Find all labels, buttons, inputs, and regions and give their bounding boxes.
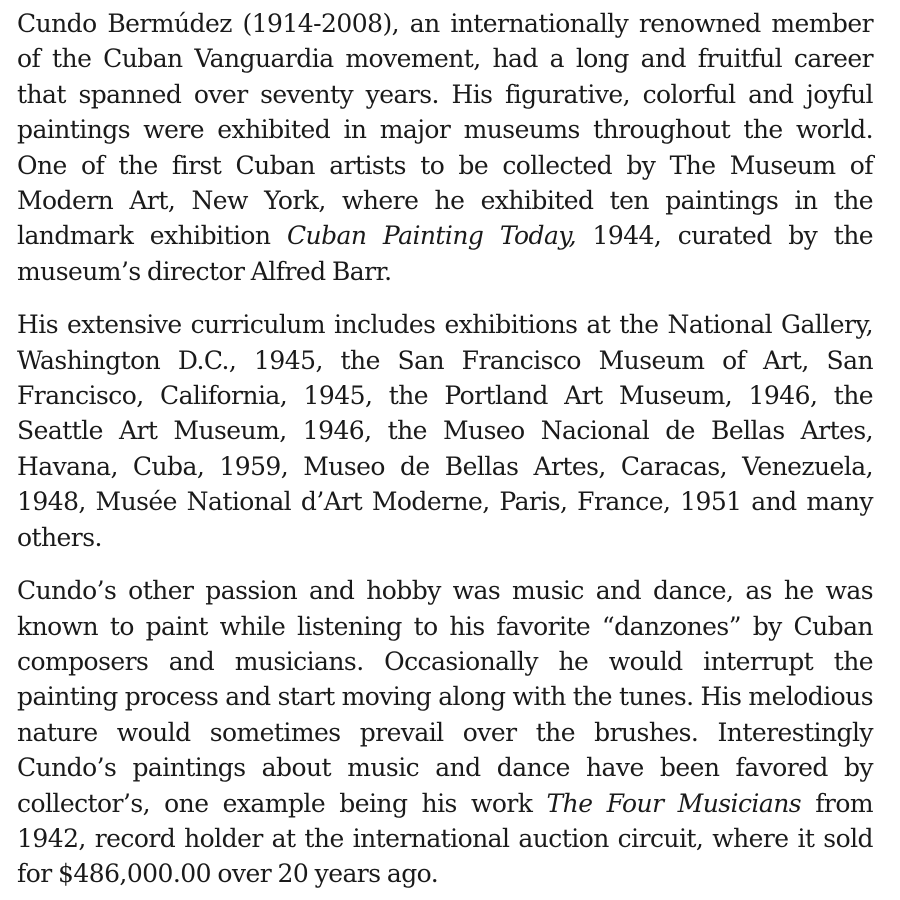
- paragraph-music: [17, 573, 873, 892]
- exhibition-title: Cuban Painting Today,: [286, 221, 577, 251]
- paragraph-curriculum-text: His extensive curriculum includes exhibitions at the National Gallery, Washington D.C., 1945, the San Francisco Museum of Art, San Francisco, California, 1945, the Portland Art Museum, 1946, the Seattle Art Museum, 1946, the Museo Nacional de Bellas Artes, Havana, Cuba, 1959, Museo de Bellas Artes, Caracas, Venezuela, 1948, Musée National d’Art Moderne, Paris, France, 1951 and many others.: [17, 310, 873, 552]
- paragraph-curriculum: [17, 307, 873, 555]
- paragraph-music-text-start: Cundo’s other passion and hobby was music and dance, as he was known to paint while listening to his favorite “danzones” by Cuban composers and musicians. Occasionally he would interrupt the painting process and start moving along with the tunes. His melodious nature would sometimes prevail over the brushes. Interestingly Cundo’s paintings about music and dance have been favored by collector’s, one example being his work: [17, 576, 873, 818]
- paragraph-career-text-start: Cundo Bermúdez (1914-2008), an internationally renowned member of the Cuban Vanguardia movement, had a long and fruitful career that spanned over seventy years. His figurative, colorful and joyful paintings were exhibited in major museums throughout the world. One of the first Cuban artists to be collected by The Museum of Modern Art, New York, where he exhibited ten paintings in the landmark exhibition: [17, 9, 873, 251]
- artwork-title: The Four Musicians: [546, 788, 802, 818]
- paragraph-music-text-end: from 1942, record holder at the international auction circuit, where it sold for $486,000.00 over 20 years ago.: [17, 788, 873, 889]
- paragraph-career: [17, 6, 873, 289]
- paragraph-career-text-end: 1944, curated by the museum’s director Alfred Barr.: [17, 221, 874, 286]
